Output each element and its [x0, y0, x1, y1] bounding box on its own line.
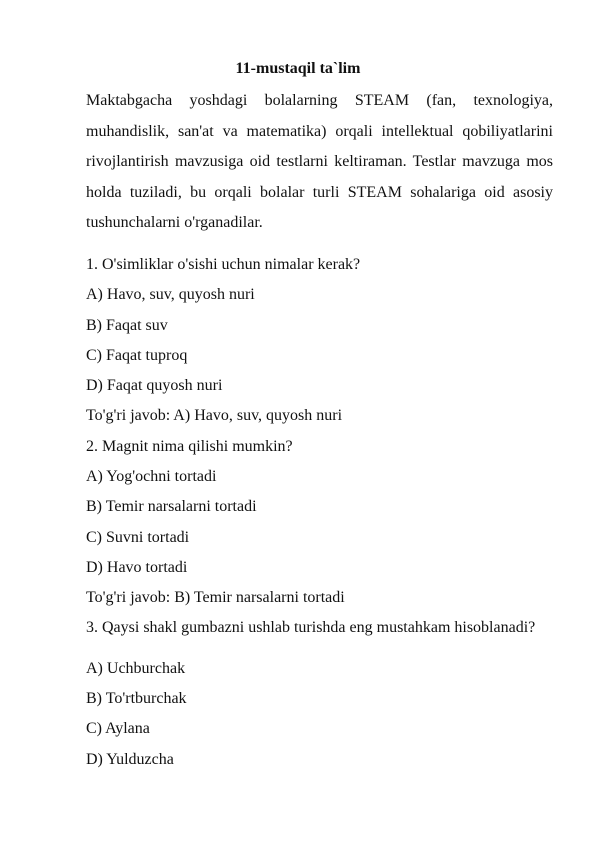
question-2-option-a: A) Yog'ochni tortadi: [86, 468, 217, 486]
question-3-option-b: B) To'rtburchak: [86, 690, 187, 708]
question-list: [86, 250, 553, 775]
question-1-option-d: D) Faqat quyosh nuri: [86, 377, 223, 395]
question-3-option-d: D) Yulduzcha: [86, 750, 174, 768]
question-2-option-c: C) Suvni tortadi: [86, 528, 190, 546]
question-1-answer: To'g'ri javob: A) Havo, suv, quyosh nuri: [86, 407, 343, 425]
question-1: 1. O'simliklar o'sishi uchun nimalar kerak?: [86, 256, 361, 273]
question-2: 2. Magnit nima qilishi mumkin?: [86, 437, 293, 455]
intro-paragraph: Maktabgacha yoshdagi bolalarning STEAM (fan, texnologiya, muhandislik, san'at va matematika) orqali intellektual qobiliyatlarini rivojlantirish mavzusiga oid testlarni keltiraman. Testlar mavzuga mos holda tuziladi, bu orqali bolalar turli STEAM sohalariga oid asosiy tushunchalarni o'rganadilar.: [86, 92, 553, 231]
question-3-option-c: C) Aylana: [86, 720, 150, 738]
question-2-option-b: B) Temir narsalarni tortadi: [86, 498, 257, 516]
page-title: 11-mustaqil ta`lim: [235, 60, 361, 77]
question-2-answer: To'g'ri javob: B) Temir narsalarni tortadi: [86, 589, 345, 607]
question-3-option-a: A) Uchburchak: [86, 659, 186, 677]
question-1-option-b: B) Faqat suv: [86, 316, 168, 334]
question-1-option-c: C) Faqat tuproq: [86, 346, 188, 364]
question-1-option-a: A) Havo, suv, quyosh nuri: [86, 286, 255, 304]
question-2-option-d: D) Havo tortadi: [86, 558, 188, 576]
question-3: 3. Qaysi shakl gumbazni ushlab turishda eng mustahkam hisoblanadi?: [86, 618, 536, 636]
